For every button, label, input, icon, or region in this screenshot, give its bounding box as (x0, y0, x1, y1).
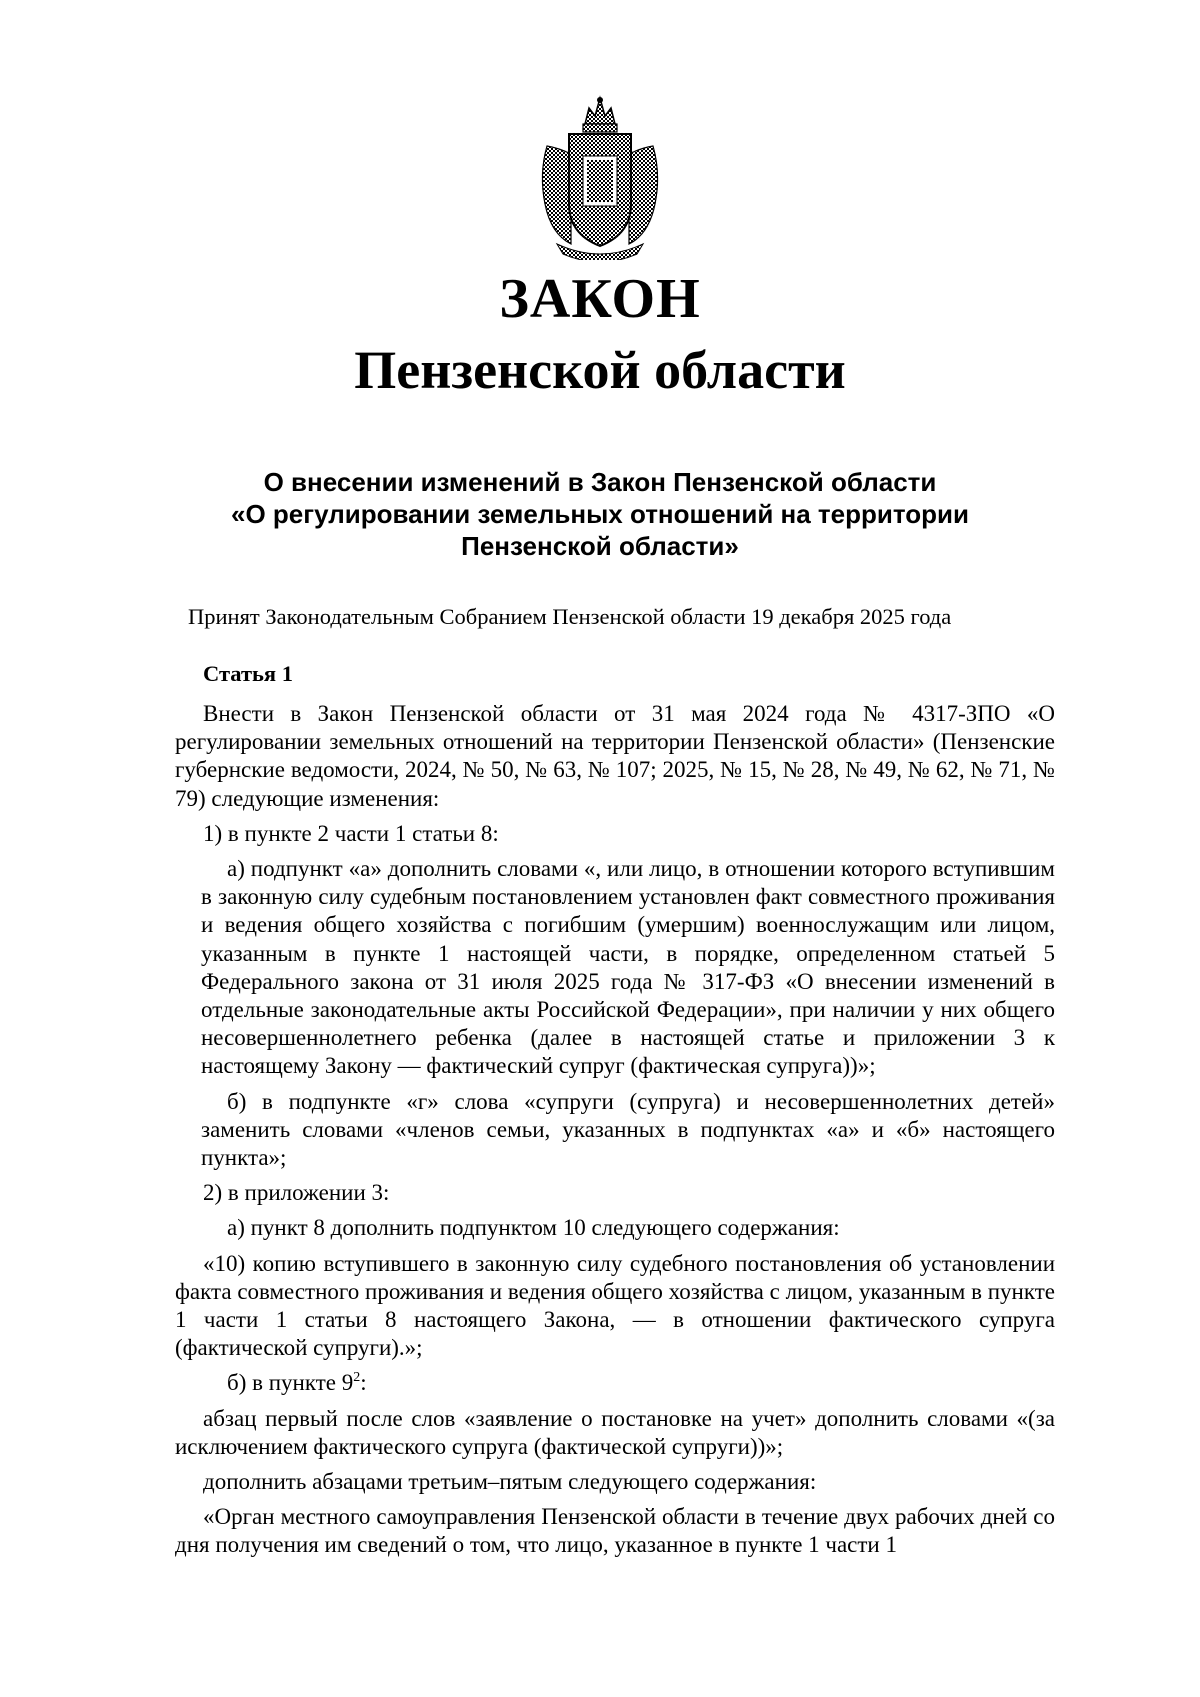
law-heading: ЗАКОН (499, 268, 701, 330)
item-2-b-paragraph-1: абзац первый после слов «заявление о постановке на учет» дополнить словами «(за исключением фактического супруга (фактической супруги))»; (175, 1405, 1055, 1459)
item-1-a: а) подпункт «а» дополнить словами «, или лицо, в отношении которого вступившим в законную силу судебным постановлением установлен факт совместного проживания и ведения общего хозяйства с погибшим (умершим) военнослужащим или лицом, указанным в пункте 1 настоящей части, в порядке, определенном статьей 5 Федерального закона от 31 июля 2025 года № 317-ФЗ «О внесении изменений в отдельные законодательные акты Российской Федерации», при наличии у них общего несовершеннолетнего ребенка (далее в настоящей статье и приложении 3 к настоящему Закону — фактический супруг (фактическая супруга))»; (201, 856, 1055, 1079)
item-2-b-paragraph-3: «Орган местного самоуправления Пензенской области в течение двух рабочих дней со дня получения им сведений о том, что лицо, указанное в пункте 1 части 1 (175, 1504, 1055, 1558)
item-1: 1) в пункте 2 части 1 статьи 8: (203, 820, 499, 846)
document-title-line-1: О внесении изменений в Закон Пензенской области (263, 467, 937, 497)
region-heading: Пензенской области (354, 340, 846, 400)
item-2-b-suffix: : (360, 1370, 367, 1396)
coat-of-arms-emblem (537, 94, 663, 260)
item-1-b: б) в подпункте «г» слова «супруги (супруга) и несовершеннолетних детей» заменить словами «членов семьи, указанных в подпунктах «а» и «б» настоящего пункта»; (201, 1088, 1055, 1171)
document-title-line-2: «О регулировании земельных отношений на территории (231, 499, 969, 529)
adoption-line: Принят Законодательным Собранием Пензенской области 19 декабря 2025 года (188, 604, 952, 629)
document-title-line-3: Пензенской области» (461, 531, 739, 561)
article-heading: Статья 1 (203, 661, 293, 686)
item-2-b-prefix: б) в пункте 9 (227, 1370, 354, 1396)
article-body (175, 700, 1055, 1567)
item-2-b-paragraph-2: дополнить абзацами третьим–пятым следующего содержания: (203, 1469, 817, 1495)
item-2-a-text: «10) копию вступившего в законную силу судебного постановления об установлении факта совместного проживания и ведения общего хозяйства с лицом, указанным в пункте 1 части 1 статьи 8 настоящего Закона, — в отношении фактического супруга (фактической супруги).»; (175, 1250, 1055, 1361)
item-2: 2) в приложении 3: (203, 1180, 390, 1206)
intro-paragraph: Внести в Закон Пензенской области от 31 мая 2024 года № 4317-ЗПО «О регулировании земельных отношений на территории Пензенской области» (Пензенские губернские ведомости, 2024, № 50, № 63, № 107; 2025, № 15, № 28, № 49, № 62, № 71, № 79) следующие изменения: (175, 701, 1055, 811)
item-2-b-superscript: 2 (353, 1370, 361, 1386)
item-2-b (175, 1369, 1055, 1397)
document-title (0, 466, 1200, 562)
item-2-a: а) пункт 8 дополнить подпунктом 10 следующего содержания: (227, 1215, 840, 1241)
